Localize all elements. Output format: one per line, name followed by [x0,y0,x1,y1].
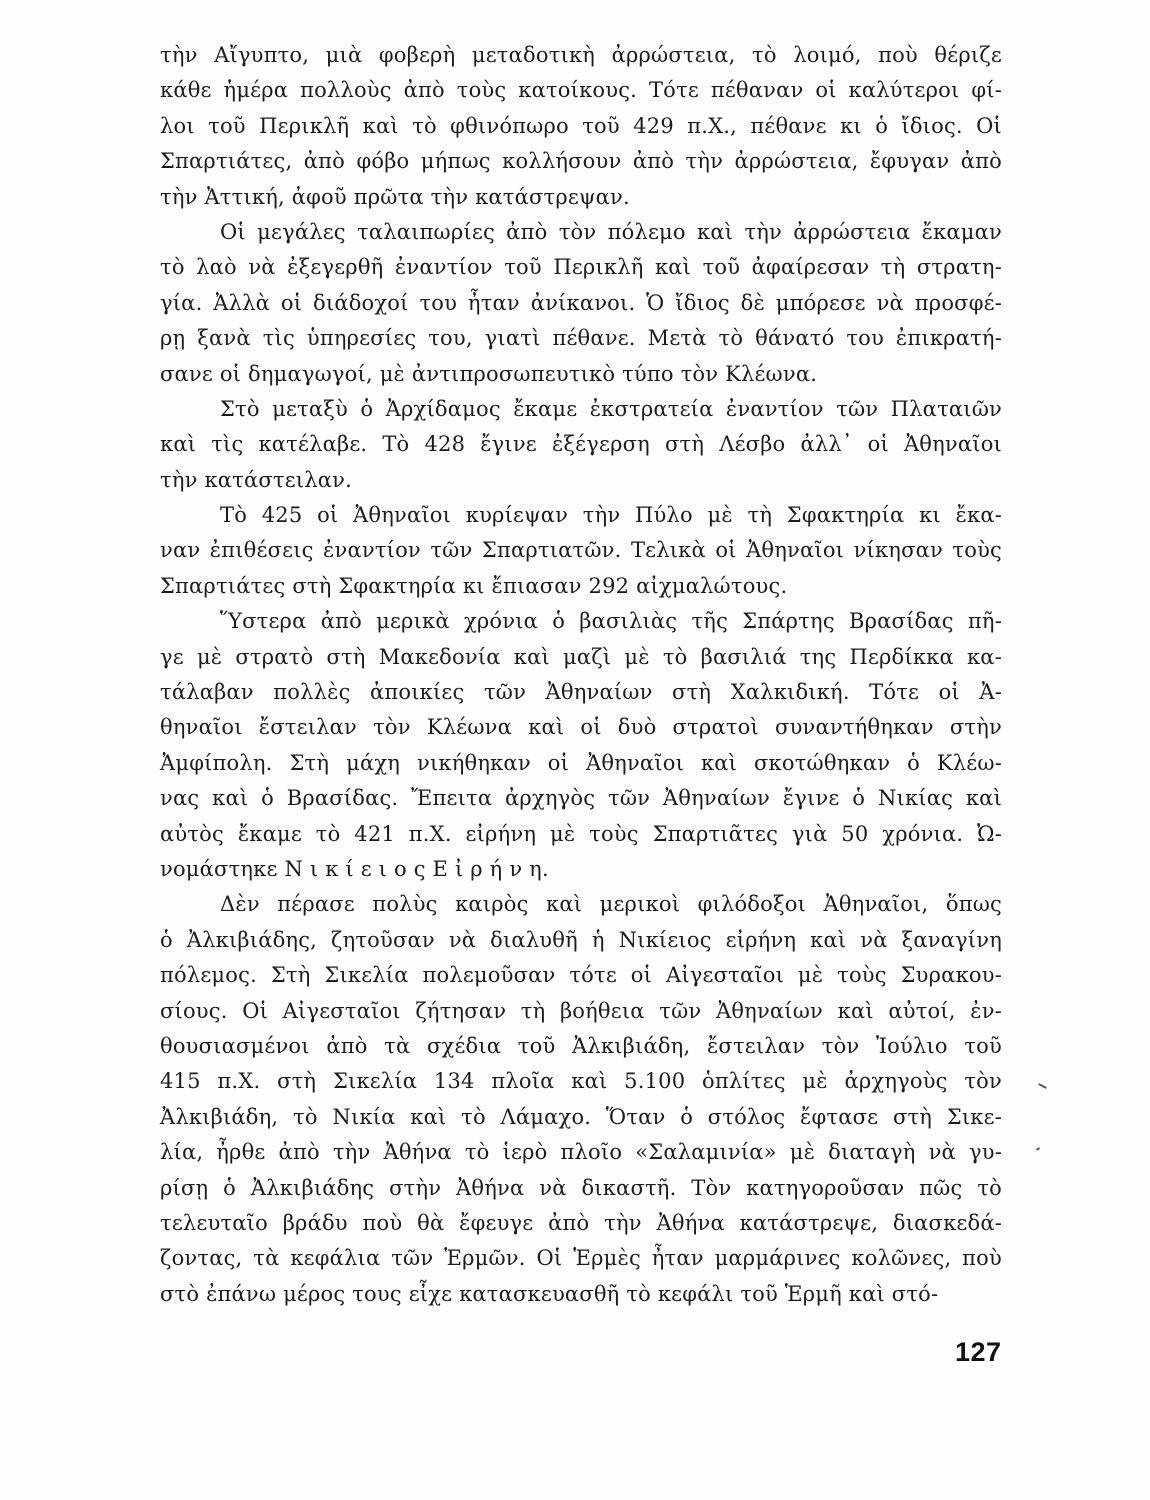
text-line: Στὸ μεταξὺ ὁ Ἀρχίδαμος ἔκαμε ἐκστρατεία ἐναντίον τῶν Πλαταιῶν [220,396,1002,421]
paragraph [160,604,1002,887]
text-line: τάλαβαν πολλὲς ἀποικίες τῶν Ἀθηναίων στὴ Χαλκιδική. Τότε οἱ Ἀ- [160,680,1002,705]
text-line: λία, ἦρθε ἀπὸ τὴν Ἀθήνα τὸ ἱερὸ πλοῖο «Σαλαμινία» μὲ διαταγὴ νὰ γυ- [160,1140,1002,1165]
text-line: τὸ λαὸ νὰ ἐξεγερθῆ ἐναντίον τοῦ Περικλῆ καὶ τοῦ ἀφαίρεσαν τὴ στρατη- [160,255,1002,280]
text-line: τὴν Ἀττική, ἀφοῦ πρῶτα τὴν κατάστρεψαν. [160,184,630,209]
text-line: στὸ ἐπάνω μέρος τους εἶχε κατασκευασθῆ τὸ κεφάλι τοῦ Ἑρμῆ καὶ στό- [160,1281,939,1306]
margin-mark [1036,1147,1040,1151]
text-line: ρῃ ξανὰ τὶς ὑπηρεσίες του, γιατὶ πέθανε. Μετὰ τὸ θάνατό του ἐπικρατή- [160,326,1002,351]
text-line: Σπαρτιάτες, ἀπὸ φόβο μήπως κολλήσουν ἀπὸ τὴν ἀρρώστεια, ἔφυγαν ἀπὸ [160,149,1002,174]
text-line: σανε οἱ δημαγωγοί, μὲ ἀντιπροσωπευτικὸ τύπο τὸν Κλέωνα. [160,361,818,386]
paragraph [160,215,1002,392]
text-line: κάθε ἡμέρα πολλοὺς ἀπὸ τοὺς κατοίκους. Τότε πέθαναν οἱ καλύτεροι φί- [160,78,1002,103]
text-line: καὶ τὶς κατέλαβε. Τὸ 428 ἔγινε ἐξέγερση στὴ Λέσβο ἀλλ᾽ οἱ Ἀθηναῖοι [160,432,1002,457]
text-line: Σπαρτιάτες στὴ Σφακτηρία κι ἔπιασαν 292 αἰχμαλώτους. [160,573,788,598]
text-line: τὴν Αἴγυπτο, μιὰ φοβερὴ μεταδοτικὴ ἀρρώστεια, τὸ λοιμό, ποὺ θέριζε [160,43,1002,67]
margin-mark [1038,1083,1047,1089]
text-line: Ἀμφίπολη. Στὴ μάχη νικήθηκαν οἱ Ἀθηναῖοι καὶ σκοτώθηκαν ὁ Κλέω- [160,750,1002,775]
text-line: λοι τοῦ Περικλῆ καὶ τὸ φθινόπωρο τοῦ 429 π.Χ., πέθανε κι ὁ ἴδιος. Οἱ [160,113,1002,138]
text-line: ναν ἐπιθέσεις ἐναντίον τῶν Σπαρτιατῶν. Τελικὰ οἱ Ἀθηναῖοι νίκησαν τοὺς [160,538,1002,563]
text-line: Ὕστερα ἀπὸ μερικὰ χρόνια ὁ βασιλιὰς τῆς Σπάρτης Βρασίδας πῆ- [220,609,1002,634]
text-line: 415 π.Χ. στὴ Σικελία 134 πλοῖα καὶ 5.100 ὁπλίτες μὲ ἀρχηγοὺς τὸν [160,1069,1002,1094]
paragraph [160,498,1002,604]
text-line: νομάστηκε Ν ι κ ί ε ι ο ς Ε ἰ ρ ή ν η. [160,856,549,881]
text-line: γε μὲ στρατὸ στὴ Μακεδονία καὶ μαζὶ μὲ τὸ βασιλιά της Περδίκκα κα- [160,644,1002,669]
paragraph [160,887,1002,1312]
text-line: θουσιασμένοι ἀπὸ τὰ σχέδια τοῦ Ἀλκιβιάδη, ἔστειλαν τὸν Ἰούλιο τοῦ [160,1033,1002,1058]
text-line: πόλεμος. Στὴ Σικελία πολεμοῦσαν τότε οἱ Αἰγεσταῖοι μὲ τοὺς Συρακου- [160,963,1002,988]
text-line: τὴν κατάστειλαν. [160,467,352,492]
page-number: 127 [955,1337,1002,1367]
text-line: γία. Ἀλλὰ οἱ διάδοχοί του ἦταν ἀνίκανοι. Ὁ ἴδιος δὲ μπόρεσε νὰ προσφέ- [160,290,1002,315]
text-line: σίους. Οἱ Αἰγεσταῖοι ζήτησαν τὴ βοήθεια τῶν Ἀθηναίων καὶ αὐτοί, ἐν- [160,998,1002,1023]
body-text [160,38,1002,1312]
text-line: Δὲν πέρασε πολὺς καιρὸς καὶ μερικοὶ φιλόδοξοι Ἀθηναῖοι, ὅπως [220,892,1002,917]
paragraph [160,38,1002,215]
text-line: αὐτὸς ἔκαμε τὸ 421 π.Χ. εἰρήνη μὲ τοὺς Σπαρτιᾶτες γιὰ 50 χρόνια. Ὠ- [160,821,1002,846]
text-line: θηναῖοι ἔστειλαν τὸν Κλέωνα καὶ οἱ δυὸ στρατοὶ συναντήθηκαν στὴν [160,715,1002,740]
text-line: ρίσῃ ὁ Ἀλκιβιάδης στὴν Ἀθήνα νὰ δικαστῆ. Τὸν κατηγοροῦσαν πῶς τὸ [160,1175,1002,1200]
text-line: Ἀλκιβιάδη, τὸ Νικία καὶ τὸ Λάμαχο. Ὅταν ὁ στόλος ἔφτασε στὴ Σικε- [160,1104,1002,1129]
text-line: νας καὶ ὁ Βρασίδας. Ἔπειτα ἀρχηγὸς τῶν Ἀθηναίων ἔγινε ὁ Νικίας καὶ [160,786,1002,811]
text-line: Οἱ μεγάλες ταλαιπωρίες ἀπὸ τὸν πόλεμο καὶ τὴν ἀρρώστεια ἔκαμαν [220,219,1002,244]
text-line: Τὸ 425 οἱ Ἀθηναῖοι κυρίεψαν τὴν Πύλο μὲ τὴ Σφακτηρία κι ἔκα- [220,503,1002,528]
text-line: τελευταῖο βράδυ ποὺ θὰ ἔφευγε ἀπὸ τὴν Ἀθήνα κατάστρεψε, διασκεδά- [160,1210,1002,1235]
text-line: ζοντας, τὰ κεφάλια τῶν Ἑρμῶν. Οἱ Ἑρμὲς ἦταν μαρμάρινες κολῶνες, ποὺ [160,1246,1002,1271]
paragraph [160,392,1002,498]
text-line: ὁ Ἀλκιβιάδης, ζητοῦσαν νὰ διαλυθῆ ἡ Νικίειος εἰρήνη καὶ νὰ ξαναγίνη [160,927,1002,952]
